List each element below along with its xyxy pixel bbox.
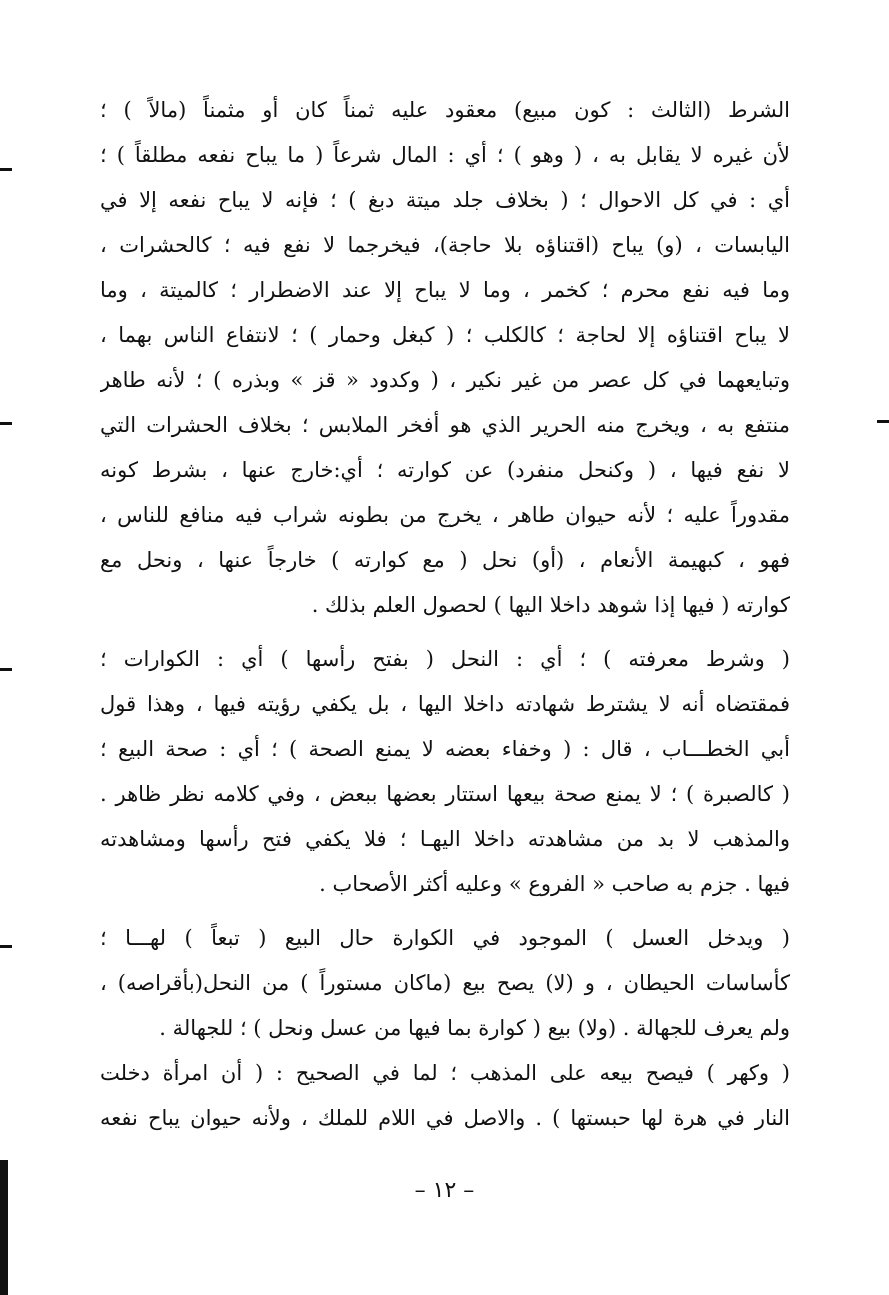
text-line: ( كالصبرة ) ؛ لا يمنع صحة بيعها استتار بعضها ببعض ، وفي كلامه نظر ظاهر . <box>100 782 790 806</box>
text-line: ولم يعرف للجهالة . (ولا) بيع ( كوارة بما فيها من عسل ونحل ) ؛ للجهالة . <box>159 1016 790 1040</box>
text-line: مقدوراً عليه ؛ لأنه حيوان طاهر ، يخرج من بطونه شراب فيه منافع للناس ، <box>100 503 790 527</box>
text-line: كأساسات الحيطان ، و (لا) يصح بيع (ماكان مستوراً ) من النحل(بأقراصه) ، <box>100 971 790 995</box>
text-line: لا نفع فيها ، ( وكنحل منفرد) عن كوارته ؛ أي:خارج عنها ، بشرط كونه <box>100 458 790 482</box>
margin-tick <box>0 945 12 948</box>
text-line: كوارته ( فيها إذا شوهد داخلا اليها ) لحصول العلم بذلك . <box>311 593 790 617</box>
text-line: فمقتضاه أنه لا يشترط شهادته داخلا اليها ، بل يكفي رؤيته فيها ، وهذا قول <box>100 692 790 716</box>
text-line: ( ويدخل العسل ) الموجود في الكوارة حال البيع ( تبعاً ) لهـــا ؛ <box>100 926 790 950</box>
text-line: أبي الخطـــاب ، قال : ( وخفاء بعضه لا يمنع الصحة ) ؛ أي : صحة البيع ؛ <box>100 737 790 761</box>
text-line: لأن غيره لا يقابل به ، ( وهو ) ؛ أي : المال شرعاً ( ما يباح نفعه مطلقاً ) ؛ <box>100 143 790 167</box>
text-line: اليابسات ، (و) يباح (اقتناؤه بلا حاجة)، فيخرجما لا نفع فيه ؛ كالحشرات ، <box>100 233 790 257</box>
text-line: ( وكهر ) فيصح بيعه على المذهب ؛ لما في الصحيح : ( أن امرأة دخلت <box>100 1061 790 1085</box>
text-line: وما فيه نفع محرم ؛ كخمر ، وما لا يباح إلا عند الاضطرار ؛ كالميتة ، وما <box>100 278 790 302</box>
text-line: النار في هرة لها حبستها ) . والاصل في اللام للملك ، ولأنه حيوان يباح نفعه <box>100 1106 790 1130</box>
text-line: فيها . جزم به صاحب « الفروع » وعليه أكثر الأصحاب . <box>319 872 790 896</box>
text-line: الشرط (الثالث : كون مبيع) معقود عليه ثمناً كان أو مثمناً (مالاً ) ؛ <box>100 98 790 122</box>
margin-tick <box>0 668 12 671</box>
margin-tick <box>0 168 12 171</box>
text-line: ( وشرط معرفته ) ؛ أي : النحل ( بفتح رأسها ) أي : الكوارات ؛ <box>100 647 790 671</box>
scan-edge-shadow <box>0 1160 8 1295</box>
body-text <box>100 88 790 1141</box>
text-line: وتبايعهما في كل عصر من غير نكير ، ( وكدود « قز » وبذره ) ؛ لأنه طاهر <box>100 368 790 392</box>
margin-tick <box>877 420 889 423</box>
text-line: والمذهب لا بد من مشاهدته داخلا اليهـا ؛ فلا يكفي فتح رأسها ومشاهدته <box>100 827 790 851</box>
text-line: لا يباح اقتناؤه إلا لحاجة ؛ كالكلب ؛ ( كبغل وحمار ) ؛ لانتفاع الناس بهما ، <box>100 323 790 347</box>
text-line: منتفع به ، ويخرج منه الحرير الذي هو أفخر الملابس ؛ بخلاف الحشرات التي <box>100 413 790 437</box>
page-number: – ١٢ – <box>414 1178 475 1203</box>
text-line: أي : في كل الاحوال ؛ ( بخلاف جلد ميتة دبغ ) ؛ فإنه لا يباح نفعه إلا في <box>100 188 790 212</box>
margin-tick <box>0 422 12 425</box>
text-line: فهو ، كبهيمة الأنعام ، (أو) نحل ( مع كوارته ) خارجاً عنها ، ونحل مع <box>100 548 790 572</box>
